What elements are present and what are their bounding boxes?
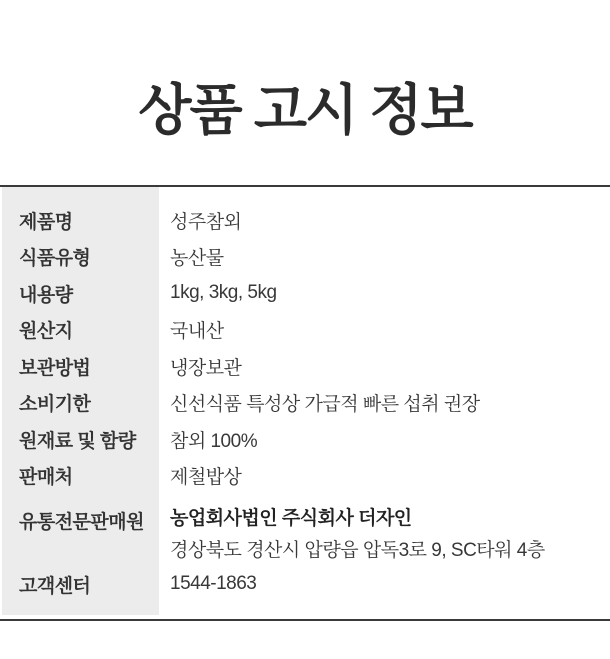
distributor-company-name: 농업회사법인 주식회사 더자인 bbox=[170, 508, 412, 529]
spec-label: 보관방법 bbox=[19, 357, 91, 379]
spec-label: 제품명 bbox=[19, 211, 73, 233]
spec-value: 국내산 bbox=[170, 321, 224, 343]
spec-row-ingredients bbox=[0, 421, 610, 458]
spec-row-seller bbox=[0, 458, 610, 495]
spec-label: 원산지 bbox=[19, 321, 73, 343]
spec-row-origin bbox=[0, 312, 610, 349]
product-spec-table bbox=[0, 185, 610, 621]
spec-label: 원재료 및 함량 bbox=[19, 430, 136, 452]
spec-label: 판매처 bbox=[19, 467, 73, 489]
distributor-address: 경상북도 경산시 압량읍 압독3로 9, SC타워 4층 bbox=[170, 540, 545, 561]
spec-value: 1kg, 3kg, 5kg bbox=[170, 282, 277, 304]
spec-row-food-type bbox=[0, 239, 610, 276]
spec-value bbox=[157, 502, 545, 566]
spec-value: 제철밥상 bbox=[170, 467, 242, 489]
spec-label: 내용량 bbox=[19, 284, 73, 306]
spec-row-expiration bbox=[0, 385, 610, 422]
page-title: 상품 고시 정보 bbox=[138, 79, 472, 141]
spec-value: 신선식품 특성상 가급적 빠른 섭취 권장 bbox=[170, 394, 480, 416]
spec-value: 냉장보관 bbox=[170, 357, 242, 379]
spec-value: 농산물 bbox=[170, 248, 224, 270]
spec-row-distributor bbox=[0, 494, 610, 566]
spec-row-storage bbox=[0, 348, 610, 385]
spec-label: 고객센터 bbox=[19, 575, 91, 597]
spec-row-product-name bbox=[0, 202, 610, 239]
spec-row-content-amount bbox=[0, 275, 610, 312]
spec-value: 성주참외 bbox=[170, 211, 242, 233]
spec-label: 유통전문판매원 bbox=[19, 512, 144, 533]
customer-center-phone: 1544-1863 bbox=[170, 573, 257, 595]
spec-label: 소비기한 bbox=[19, 394, 91, 416]
spec-value: 참외 100% bbox=[170, 430, 258, 452]
spec-row-customer-center bbox=[0, 566, 610, 603]
spec-label: 식품유형 bbox=[19, 248, 91, 270]
